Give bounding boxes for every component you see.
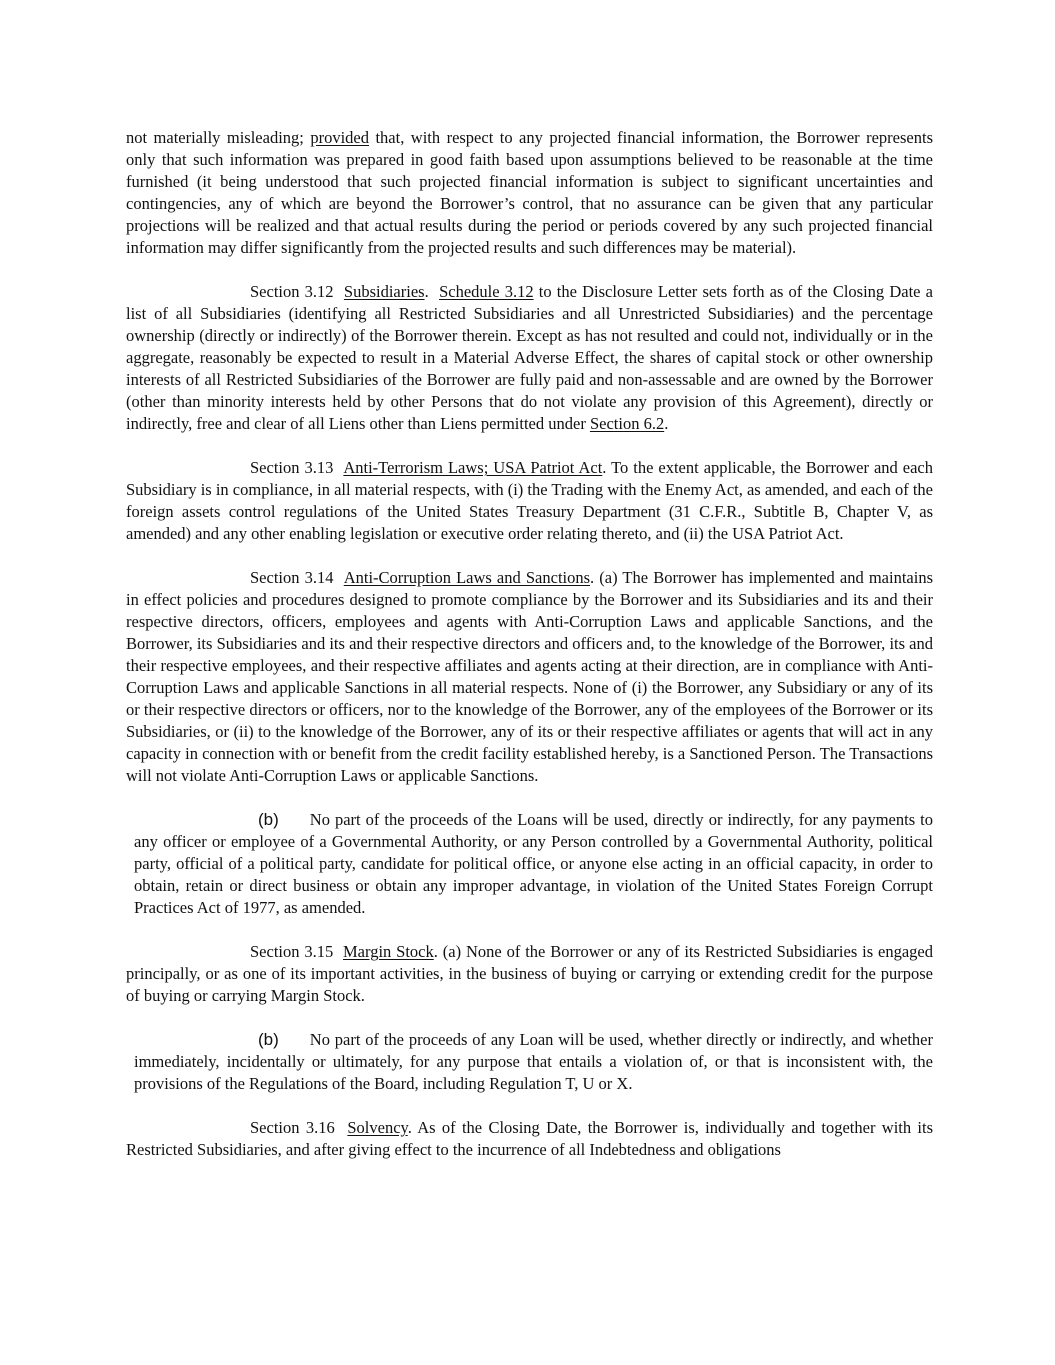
section-number: Section 3.13: [250, 458, 334, 477]
clause-label: (b): [258, 810, 279, 829]
section-title: Solvency: [347, 1118, 408, 1137]
section-number: Section 3.14: [250, 568, 334, 587]
section-ref: Section 6.2: [589, 414, 665, 433]
section-3-15-b: (b) No part of the proceeds of any Loan will be used, whether directly or indirectly, and whether immediately, incidentally or ultimately, for any purpose that entails a violation of, or that is inconsistent with, the provisions of the Regulations of the Board, including Regulation T, U or X.: [134, 1030, 933, 1093]
section-3-14: Section 3.14 Anti-Corruption Laws and Sanctions. (a) The Borrower has implemented and maintains in effect policies and procedures designed to promote compliance by the Borrower and its Subsidiaries and its and their respective directors, officers, employees and agents with Anti-Corruption Laws and applicable Sanctions, and the Borrower, its Subsidiaries and its and their respective directors and officers and, to the knowledge of the Borrower, its and their respective employees, and their respective affiliates and agents acting at their direction, are in compliance with Anti-Corruption Laws and applicable Sanctions in all material respects. None of (i) the Borrower, any Subsidiary or any of its or their respective directors or officers, nor to the knowledge of the Borrower, any of the employees of the Borrower or its Subsidiaries, or (ii) to the knowledge of the Borrower, any of its or their respective affiliates or agents that will act in any capacity in connection with or benefit from the credit facility established hereby, is a Sanctioned Person. The Transactions will not violate Anti-Corruption Laws or applicable Sanctions.: [126, 568, 933, 785]
schedule-ref: Schedule 3.12: [439, 282, 534, 301]
section-3-15: Section 3.15 Margin Stock. (a) None of the Borrower or any of its Restricted Subsidiaries is engaged principally, or as one of its important activities, in the business of buying or carrying or extending credit for the purpose of buying or carrying Margin Stock.: [126, 942, 933, 1005]
section-title: Anti-Corruption Laws and Sanctions: [343, 568, 591, 587]
section-number: Section 3.15: [250, 942, 334, 961]
clause-label: (b): [258, 1030, 279, 1049]
paragraph-continuation: not materially misleading; provided that, with respect to any projected financial information, the Borrower represents only that such information was prepared in good faith based upon assumptions believed to be reasonable at the time furnished (it being understood that such projected financial information is subject to significant uncertainties and contingencies, any of which are beyond the Borrower’s control, that no assurance can be given that any particular projections will be realized and that actual results during the period or periods covered by any such projected financial information may differ significantly from the projected results and such differences may be material).: [126, 128, 933, 257]
section-title: Margin Stock: [343, 942, 434, 961]
section-number: Section 3.16: [250, 1118, 335, 1137]
section-3-14-b: (b) No part of the proceeds of the Loans will be used, directly or indirectly, for any payments to any officer or employee of a Governmental Authority, or any Person controlled by a Governmental Authority, political party, official of a political party, candidate for political office, or anyone else acting in an official capacity, in order to obtain, retain or direct business or obtain any improper advantage, in violation of the United States Foreign Corrupt Practices Act of 1977, as amended.: [134, 810, 933, 917]
section-title: Anti-Terrorism Laws; USA Patriot Act: [343, 458, 603, 477]
page-content: [126, 127, 933, 1161]
section-number: Section 3.12: [250, 282, 334, 301]
section-3-16: Section 3.16 Solvency. As of the Closing Date, the Borrower is, individually and together with its Restricted Subsidiaries, and after giving effect to the incurrence of all Indebtedness and obligations: [126, 1118, 934, 1159]
provided-term: provided: [310, 128, 369, 147]
section-3-13: Section 3.13 Anti-Terrorism Laws; USA Patriot Act. To the extent applicable, the Borrower and each Subsidiary is in compliance, in all material respects, with (i) the Trading with the Enemy Act, as amended, and each of the foreign assets control regulations of the United States Treasury Department (31 C.F.R., Subtitle B, Chapter V, as amended) and any other enabling legislation or executive order relating thereto, and (ii) the USA Patriot Act.: [126, 458, 934, 543]
section-title: Subsidiaries: [343, 282, 425, 301]
section-3-12: Section 3.12 Subsidiaries. Schedule 3.12 to the Disclosure Letter sets forth as of the Closing Date a list of all Subsidiaries (identifying all Restricted Subsidiaries and all Unrestricted Subsidiaries) and the percentage ownership (directly or indirectly) of the Borrower therein. Except as has not resulted and could not, individually or in the aggregate, reasonably be expected to result in a Material Adverse Effect, the shares of capital stock or other ownership interests of all Restricted Subsidiaries of the Borrower are fully paid and non-assessable and are owned by the Borrower (other than minority interests held by other Persons that do not violate any provision of this Agreement), directly or indirectly, free and clear of all Liens other than Liens permitted under Section 6.2.: [126, 282, 933, 433]
